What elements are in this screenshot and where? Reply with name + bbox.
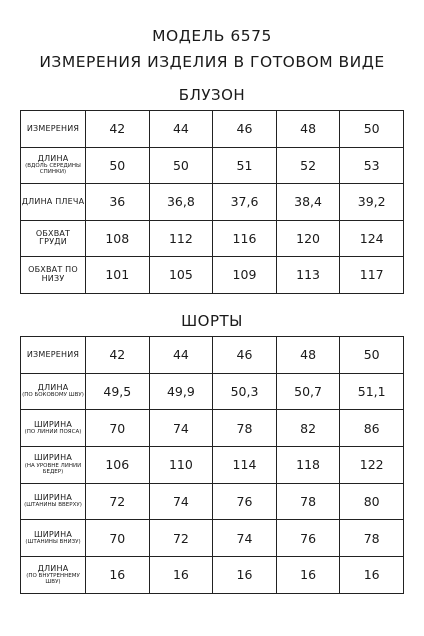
- value-cell: 117: [340, 257, 404, 294]
- shorts-section-title: ШОРТЫ: [181, 312, 243, 330]
- value-cell: 44: [149, 111, 213, 148]
- value-cell: 74: [149, 410, 213, 447]
- table-row: [21, 220, 404, 257]
- value-cell: 50,3: [213, 373, 277, 410]
- row-label-note: (ШТАНИНЫ ВВЕРХУ): [24, 502, 82, 509]
- value-cell: 70: [86, 410, 150, 447]
- row-label-cell: [21, 483, 86, 520]
- table-row: [21, 557, 404, 594]
- value-cell: 76: [276, 520, 340, 557]
- row-label-cell: [21, 111, 86, 148]
- row-label-cell: [21, 373, 86, 410]
- row-label-cell: [21, 184, 86, 221]
- value-cell: 72: [149, 520, 213, 557]
- row-label-cell: [21, 557, 86, 594]
- row-label: ДЛИНА: [37, 382, 69, 392]
- value-cell: 50: [340, 111, 404, 148]
- value-cell: 16: [276, 557, 340, 594]
- row-label-cell: [21, 220, 86, 257]
- value-cell: 116: [213, 220, 277, 257]
- row-label-cell: [21, 520, 86, 557]
- row-label-cell: [21, 410, 86, 447]
- value-cell: 101: [86, 257, 150, 294]
- value-cell: 53: [340, 147, 404, 184]
- value-cell: 108: [86, 220, 150, 257]
- value-cell: 46: [213, 111, 277, 148]
- value-cell: 120: [276, 220, 340, 257]
- value-cell: 16: [86, 557, 150, 594]
- row-label: ШИРИНА: [33, 493, 73, 503]
- value-cell: 38,4: [276, 184, 340, 221]
- value-cell: 44: [149, 337, 213, 374]
- row-label: ШИРИНА: [33, 529, 73, 539]
- value-cell: 36,8: [149, 184, 213, 221]
- row-label-note: (ВДОЛЬ СЕРЕДИНЫ СПИНКИ): [25, 163, 81, 175]
- value-cell: 39,2: [340, 184, 404, 221]
- row-label: ОБХВАТ ПО НИЗУ: [28, 265, 78, 283]
- table-row: [21, 111, 404, 148]
- value-cell: 112: [149, 220, 213, 257]
- shorts-size-table: [20, 336, 404, 594]
- table-row: [21, 447, 404, 484]
- value-cell: 50: [149, 147, 213, 184]
- value-cell: 86: [340, 410, 404, 447]
- value-cell: 70: [86, 520, 150, 557]
- value-cell: 48: [276, 111, 340, 148]
- row-label-note: (ПО ЛИНИИ ПОЯСА): [24, 429, 82, 436]
- table-row: [21, 184, 404, 221]
- blouse-size-table: [20, 110, 404, 294]
- value-cell: 50: [340, 337, 404, 374]
- value-cell: 50,7: [276, 373, 340, 410]
- row-label: ДЛИНА: [37, 563, 69, 573]
- value-cell: 76: [213, 483, 277, 520]
- blouse-section-title: БЛУЗОН: [178, 86, 246, 104]
- value-cell: 48: [276, 337, 340, 374]
- value-cell: 113: [276, 257, 340, 294]
- row-label: ИЗМЕРЕНИЯ: [26, 349, 80, 359]
- table-row: [21, 483, 404, 520]
- value-cell: 72: [86, 483, 150, 520]
- value-cell: 78: [340, 520, 404, 557]
- row-label-cell: [21, 337, 86, 374]
- table-row: [21, 257, 404, 294]
- row-label-cell: [21, 257, 86, 294]
- value-cell: 124: [340, 220, 404, 257]
- value-cell: 16: [213, 557, 277, 594]
- row-label: ШИРИНА: [33, 453, 73, 463]
- row-label: ОБХВАТ ГРУДИ: [35, 228, 71, 247]
- value-cell: 16: [149, 557, 213, 594]
- row-label: ШИРИНА: [33, 419, 73, 429]
- value-cell: 122: [340, 447, 404, 484]
- model-title: МОДЕЛЬ 6575: [152, 27, 272, 45]
- value-cell: 78: [276, 483, 340, 520]
- value-cell: 74: [213, 520, 277, 557]
- value-cell: 42: [86, 337, 150, 374]
- table-row: [21, 337, 404, 374]
- table-row: [21, 373, 404, 410]
- value-cell: 49,9: [149, 373, 213, 410]
- row-label-note: (ПО БОКОВОМУ ШВУ): [22, 392, 84, 399]
- value-cell: 42: [86, 111, 150, 148]
- value-cell: 50: [86, 147, 150, 184]
- value-cell: 37,6: [213, 184, 277, 221]
- value-cell: 51,1: [340, 373, 404, 410]
- row-label: ДЛИНА: [37, 153, 69, 163]
- value-cell: 49,5: [86, 373, 150, 410]
- value-cell: 51: [213, 147, 277, 184]
- table-row: [21, 147, 404, 184]
- measurements-subtitle: ИЗМЕРЕНИЯ ИЗДЕЛИЯ В ГОТОВОМ ВИДЕ: [39, 53, 385, 71]
- value-cell: 80: [340, 483, 404, 520]
- value-cell: 118: [276, 447, 340, 484]
- table-row: [21, 520, 404, 557]
- value-cell: 106: [86, 447, 150, 484]
- row-label-cell: [21, 447, 86, 484]
- value-cell: 78: [213, 410, 277, 447]
- row-label: ИЗМЕРЕНИЯ: [26, 123, 80, 133]
- row-label-cell: [21, 147, 86, 184]
- value-cell: 105: [149, 257, 213, 294]
- value-cell: 52: [276, 147, 340, 184]
- row-label: ДЛИНА ПЛЕЧА: [21, 196, 85, 206]
- value-cell: 74: [149, 483, 213, 520]
- row-label-note: (ШТАНИНЫ ВНИЗУ): [25, 539, 81, 546]
- value-cell: 109: [213, 257, 277, 294]
- value-cell: 16: [340, 557, 404, 594]
- value-cell: 82: [276, 410, 340, 447]
- value-cell: 46: [213, 337, 277, 374]
- value-cell: 110: [149, 447, 213, 484]
- value-cell: 36: [86, 184, 150, 221]
- table-row: [21, 410, 404, 447]
- row-label-note: (ПО ВНУТРЕННЕМУ ШВУ): [26, 572, 80, 585]
- row-label-note: (НА УРОВНЕ ЛИНИИ БЕДЕР): [24, 462, 82, 475]
- value-cell: 114: [213, 447, 277, 484]
